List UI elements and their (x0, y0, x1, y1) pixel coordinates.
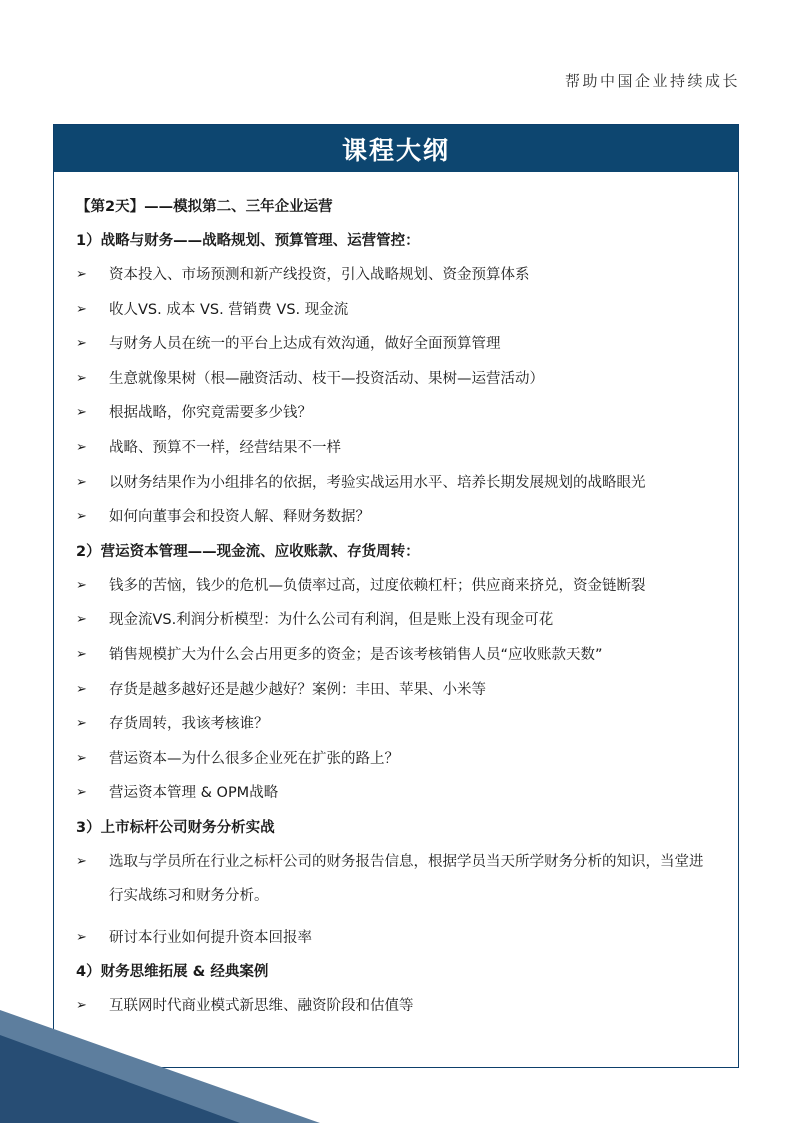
list-item: ➢ 收人VS. 成本 VS. 营销费 VS. 现金流 (76, 301, 349, 318)
arrow-bullet-icon: ➢ (76, 853, 87, 869)
list-item: ➢ 如何向董事会和投资人解、释财务数据？ (76, 509, 370, 526)
outline-content (54, 172, 738, 1016)
arrow-bullet-icon: ➢ (76, 785, 87, 801)
list-item: ➢ 研讨本行业如何提升资本回报率 (76, 929, 312, 946)
page-title: 课程大纲 (341, 135, 450, 165)
day-heading: 【第2天】——模拟第二、三年企业运营 (76, 199, 333, 215)
list-item: ➢ 生意就像果树（根—融资活动、枝干—投资活动、果树—运营活动） (76, 370, 544, 387)
list-item: ➢ 存货是越多越好还是越少越好？案例：丰田、苹果、小米等 (76, 681, 486, 698)
arrow-bullet-icon: ➢ (76, 301, 87, 317)
arrow-bullet-icon: ➢ (76, 336, 87, 352)
list-item: ➢ 以财务结果作为小组排名的依据，考验实战运用水平、培养长期发展规划的战略眼光 (76, 474, 646, 491)
outline-box (53, 124, 739, 1068)
list-item: ➢ 与财务人员在统一的平台上达成有效沟通，做好全面预算管理 (76, 336, 501, 353)
list-item: ➢ 互联网时代商业模式新思维、融资阶段和估值等 (76, 998, 414, 1015)
list-item: ➢ 根据战略，你究竟需要多少钱？ (76, 405, 312, 422)
arrow-bullet-icon: ➢ (76, 267, 87, 282)
arrow-bullet-icon: ➢ (76, 474, 87, 490)
list-item: ➢ 资本投入、市场预测和新产线投资，引入战略规划、资金预算体系 (76, 267, 530, 283)
list-item: ➢ 营运资本管理 & OPM战略 (76, 785, 279, 802)
list-item: ➢ 存货周转，我该考核谁？ (76, 716, 269, 733)
section-heading: 1）战略与财务——战略规划、预算管理、运营管控： (76, 233, 420, 249)
arrow-bullet-icon: ➢ (76, 370, 87, 386)
arrow-bullet-icon: ➢ (76, 405, 87, 421)
title-banner (54, 125, 738, 172)
list-item: ➢ 钱多的苦恼，钱少的危机—负债率过高，过度依赖杠杆；供应商来挤兑，资金链断裂 (76, 577, 646, 594)
tagline: 帮助中国企业持续成长 (564, 72, 740, 90)
arrow-bullet-icon: ➢ (76, 750, 87, 766)
list-item: ➢ 营运资本—为什么很多企业死在扩张的路上？ (76, 750, 399, 767)
arrow-bullet-icon: ➢ (76, 509, 87, 525)
arrow-bullet-icon: ➢ (76, 646, 87, 662)
section-heading: 4）财务思维拓展 & 经典案例 (76, 964, 269, 981)
list-item: ➢ 销售规模扩大为什么会占用更多的资金；是否该考核销售人员“应收账款天数” (76, 646, 603, 663)
arrow-bullet-icon: ➢ (76, 612, 87, 628)
section-heading: 3）上市标杆公司财务分析实战 (76, 819, 275, 836)
arrow-bullet-icon: ➢ (76, 929, 87, 945)
arrow-bullet-icon: ➢ (76, 681, 87, 697)
section-heading: 2）营运资本管理——现金流、应收账款、存货周转： (76, 543, 420, 560)
list-item: ➢ 战略、预算不一样，经营结果不一样 (76, 439, 341, 456)
arrow-bullet-icon: ➢ (76, 439, 87, 455)
arrow-bullet-icon: ➢ (76, 998, 87, 1014)
arrow-bullet-icon: ➢ (76, 577, 87, 593)
list-item: ➢ 选取与学员所在行业之标杆公司的财务报告信息，根据学员当天所学财务分析的知识，当堂进行实战练习和财务分析。 (76, 852, 716, 913)
list-item: ➢ 现金流VS.利润分析模型：为什么公司有利润，但是账上没有现金可花 (76, 612, 554, 629)
arrow-bullet-icon: ➢ (76, 716, 87, 732)
